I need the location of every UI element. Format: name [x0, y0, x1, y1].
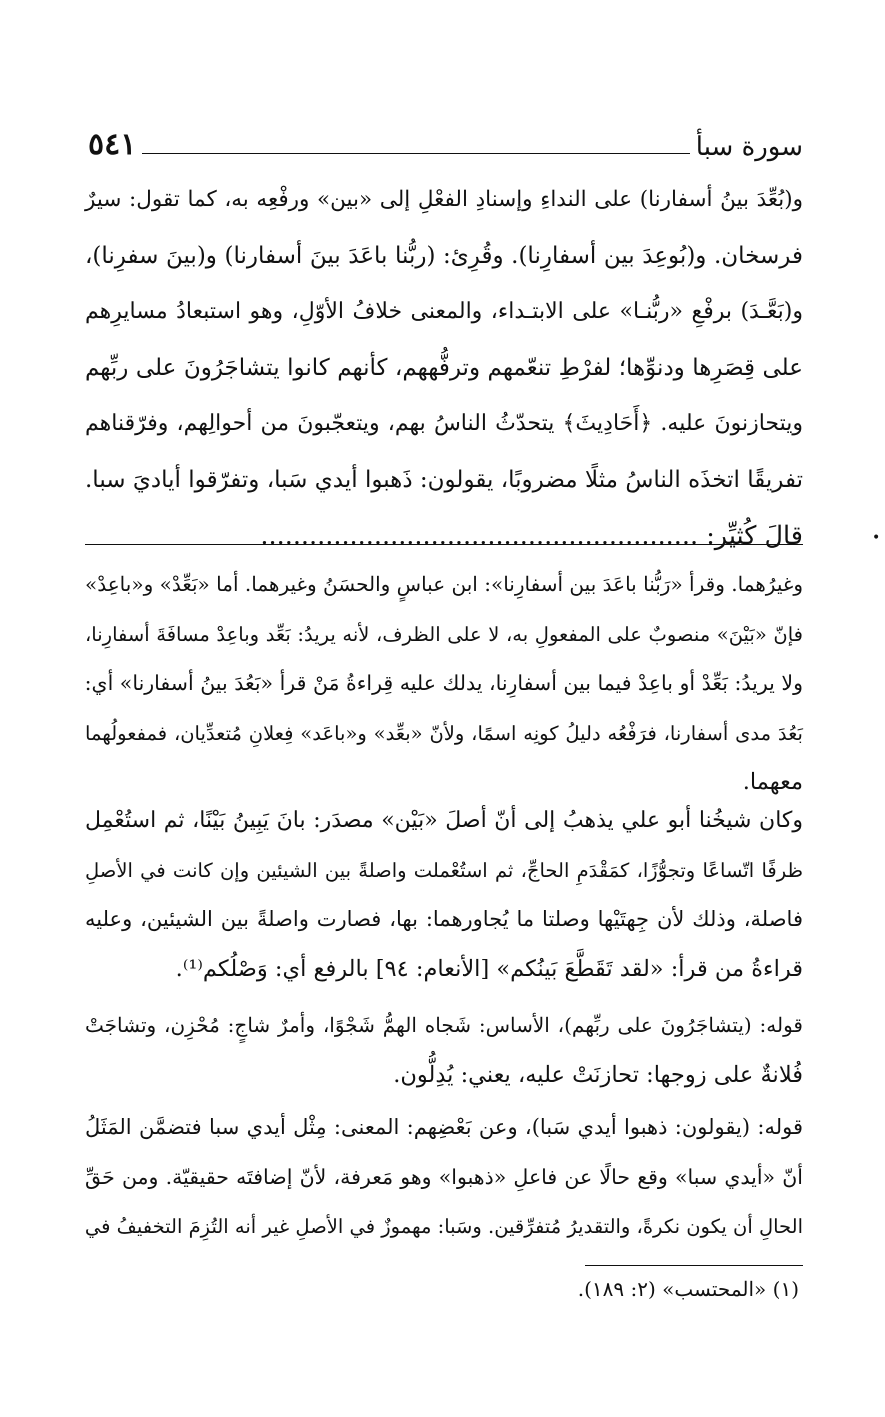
commentary-line: فُلانةٌ على زوجها: تحازنَتْ عليه، يعني: يُدِلُّون. — [393, 1061, 803, 1088]
commentary-line: ظرفًا اتّساعًا وتجوُّزًا، كمَقْدَمِ الحاجِّ، ثم استُعْملت واصلةً بين الشيئين وإن كانت في الأصلِ — [85, 858, 803, 882]
main-line: فرسخان. و(بُوعِدَ بين أسفارِنا). وقُرِئ: (ربُّنا باعَدَ بينَ أسفارنا) و(بينَ سفرِنا)، — [85, 243, 803, 269]
commentary-paragraph — [85, 796, 803, 994]
commentary-line: وكان شيخُنا أبو علي يذهبُ إلى أنّ أصلَ «بَيْن» مصدَر: بانَ يَبِينُ بَيْنًا، ثم استُعْمِل — [85, 808, 803, 833]
commentary-line: معهما. — [742, 769, 803, 795]
header-rule — [142, 153, 689, 154]
commentary-line: قوله: (يقولون: ذهبوا أيدي سَبا)، وعن بَعْضِهم: المعنى: مِثْل أيدي سبا فتضمَّن المَثَلُ — [85, 1115, 803, 1139]
main-line: على قِصَرِها ودنوِّها؛ لفرْطِ تنعّمهم وترفُّههم، كأنهم كانوا يتشاجَرُونَ على ربِّهم — [85, 355, 803, 381]
footnote-rule — [585, 1265, 803, 1266]
main-text — [85, 172, 803, 564]
main-line: و(بُعِّدَ بينُ أسفارنا) على النداءِ وإسنادِ الفعْلِ إلى «بين» ورفْعِه به، كما تقول: سيرٌ — [85, 187, 803, 212]
main-line: ويتحازنونَ عليه. ﴿أَحَادِيثَ﴾ يتحدّثُ الناسُ بهم، ويتعجّبونَ من أحوالِهم، وفرّقناهم — [85, 411, 803, 436]
page-header — [88, 112, 803, 162]
commentary-line: ولا يريدُ: بَعِّدْ أو باعِدْ فيما بين أسفارِنا، يدلك عليه قِراءةُ مَنْ قرأ «بَعُدَ بينُ أسفارنا» أي: — [84, 671, 803, 695]
main-line: قالَ كُثيِّر: ...................................................... — [260, 521, 803, 551]
commentary-line: قراءةُ من قرأ: «لقد تَقَطَّعَ بَينُكم» [الأنعام: ٩٤] بالرفع أي: وَصْلُكم⁽¹⁾. — [175, 955, 803, 982]
page-number: ٥٤١ — [88, 127, 137, 162]
footnote: (١) «المحتسب» (٢: ١٨٩). — [577, 1277, 799, 1301]
commentary-paragraph — [85, 1103, 803, 1252]
commentary-line: قوله: (يتشاجَرُونَ على ربِّهم)، الأساس: شَجاه الهمُّ شَجْوًا، وأمرٌ شاجٍ: مُحْزِن، وتشاجَتْ — [85, 1013, 803, 1037]
main-line: و(بَعَّـدَ) برفْعِ «ربُّنـا» على الابتـداء، والمعنى خلافُ الأوّلِ، وهو استبعادُ مسايرِهم — [85, 299, 803, 324]
main-line: تفريقًا اتخذَه الناسُ مثلًا مضروبًا، يقولون: ذَهبوا أيدي سَبا، وتفرّقوا أياديَ سبا. — [85, 467, 803, 493]
commentary-line: بَعُدَ مدى أسفارنا، فرَفْعُه دليلُ كونِه اسمًا، ولأنّ «بعِّد» و«باعَد» فِعلانِ مُتعدِّيان، فمفعولُهما — [85, 721, 803, 745]
commentary-line: وغيرُهما. وقرأ «رَبُّنا باعَدَ بين أسفارِنا»: ابن عباسٍ والحسَنُ وغيرهما. أما «بَعِّدْ» و«باعِدْ» — [85, 572, 803, 596]
commentary-paragraph — [85, 1001, 803, 1100]
commentary-line: الحالِ أن يكون نكرةً، والتقديرُ مُتفرِّقين. وسَبا: مهموزٌ في الأصلِ غير أنه التُزِمَ التخفيفُ في — [84, 1215, 803, 1238]
commentary-line: أنّ «أيدي سبا» وقع حالًا عن فاعلِ «ذهبوا» وهو مَعرفة، لأنّ إضافتَه حقيقيّة. ومن حَقِّ — [85, 1164, 803, 1189]
commentary-paragraph — [85, 560, 803, 808]
margin-dot: • — [872, 530, 881, 546]
commentary-line: فإنّ «بَيْنَ» منصوبٌ على المفعولِ به، لا على الظرف، لأنه يريدُ: بَعِّد وباعِدْ مسافَةَ أسفارِنا، — [85, 622, 803, 646]
surah-title: سورة سبأ — [695, 132, 803, 162]
commentary-line: فاصلة، وذلك لأن جِهتَيْها وصلتا ما يُجاورهما: بها، فصارت واصلةً بين الشيئين، وعليه — [85, 907, 803, 931]
section-divider — [85, 544, 803, 545]
